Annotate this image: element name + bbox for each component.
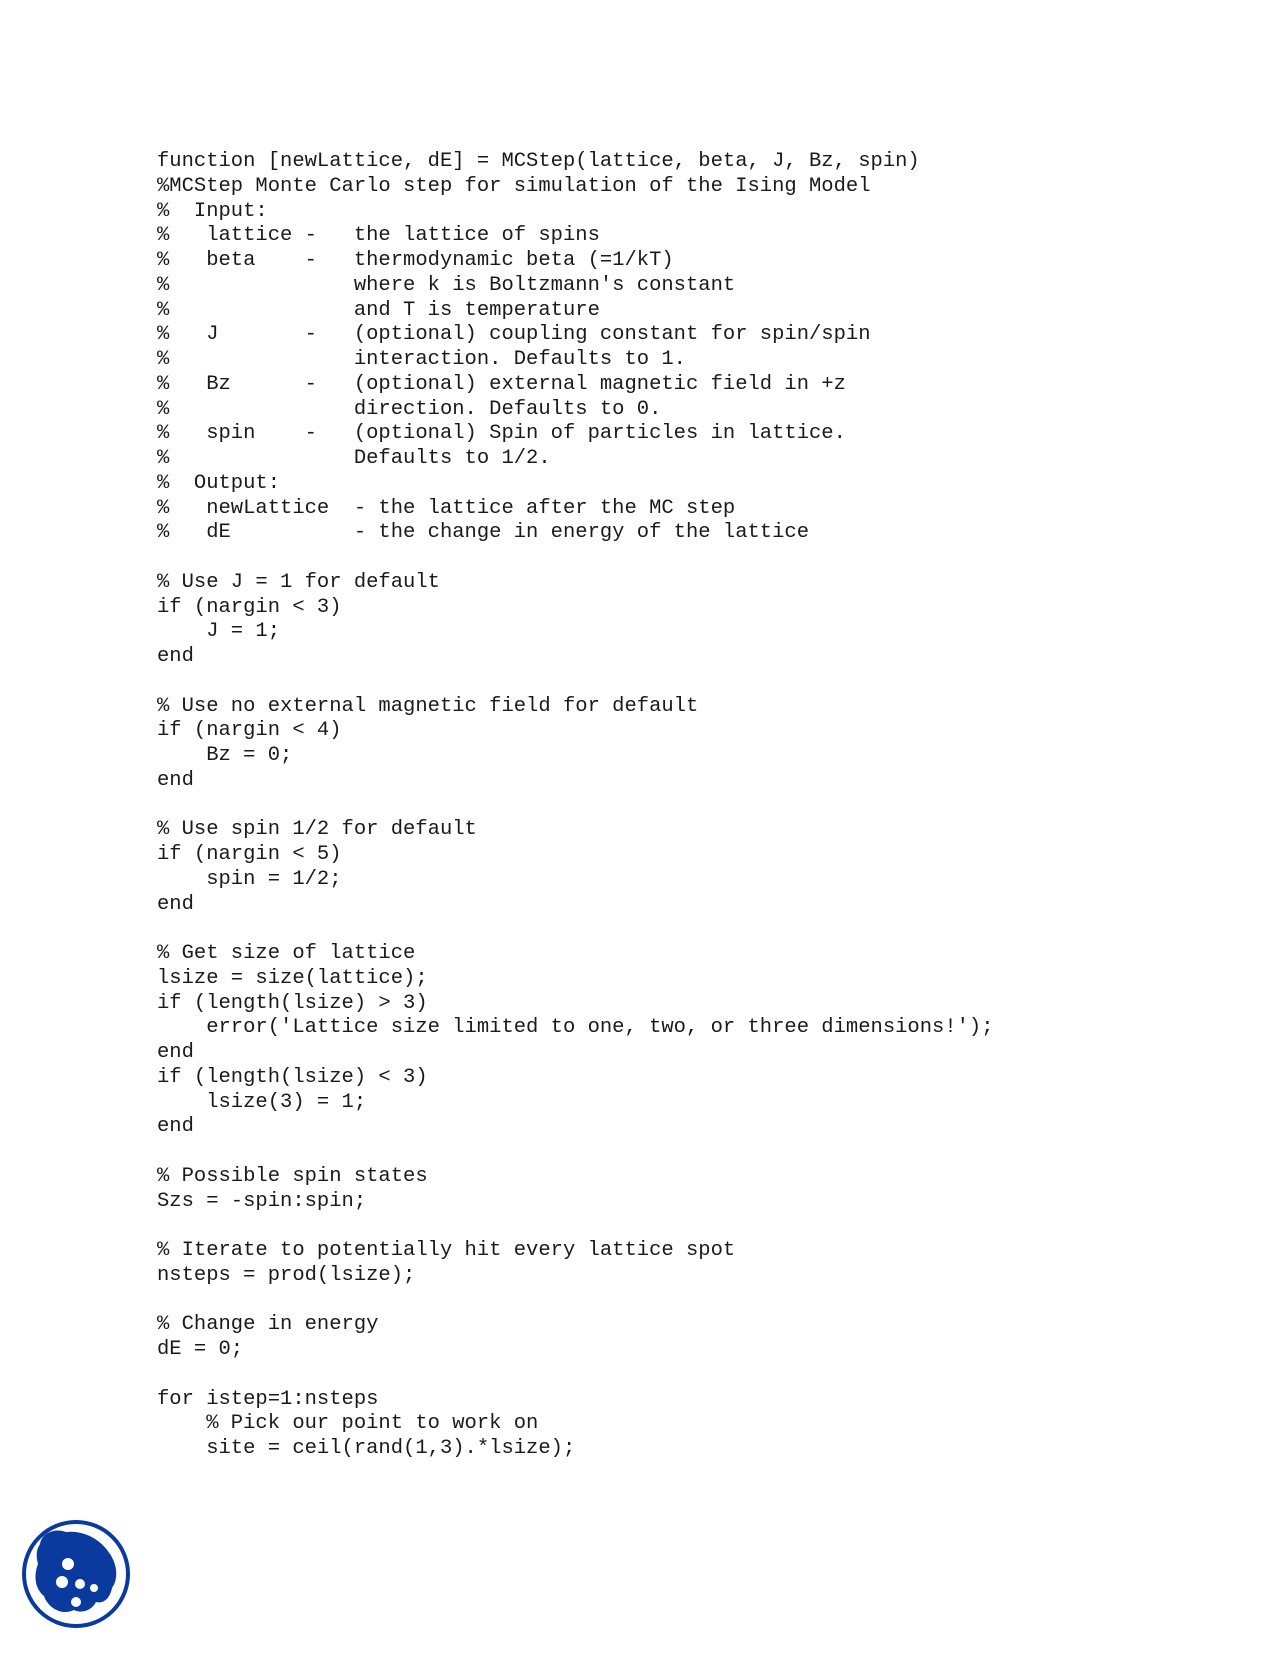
code-line: % Possible spin states [157, 1164, 428, 1188]
code-line: lsize = size(lattice); [157, 966, 428, 990]
code-line: Szs = -spin:spin; [157, 1189, 367, 1213]
code-line: if (nargin < 5) [157, 843, 342, 866]
code-line: if (length(lsize) < 3) [157, 1065, 428, 1089]
code-line: % dE - the change in energy of the lattice [157, 521, 810, 545]
code-line [157, 1289, 994, 1314]
code-line: J = 1; [157, 620, 281, 644]
code-line: end [157, 645, 194, 668]
code-line: % Iterate to potentially hit every lattice spot [157, 1239, 736, 1262]
code-listing [157, 150, 994, 1462]
code-line: error('Lattice size limited to one, two, or three dimensions!'); [157, 1016, 994, 1040]
code-line [157, 794, 994, 819]
code-line [157, 546, 994, 571]
code-line: % direction. Defaults to 0. [157, 397, 662, 421]
code-line: % Use no external magnetic field for default [157, 694, 699, 718]
code-line: % Get size of lattice [157, 942, 416, 965]
code-line: % where k is Boltzmann's constant [157, 273, 736, 297]
code-line: % Bz - (optional) external magnetic field in +z [157, 372, 846, 396]
code-line: % newLattice - the lattice after the MC step [157, 496, 736, 520]
code-line: % spin - (optional) Spin of particles in lattice. [157, 422, 846, 446]
code-line [157, 1363, 994, 1388]
code-line: % beta - thermodynamic beta (=1/kT) [157, 249, 674, 272]
code-line: % Use J = 1 for default [157, 570, 440, 594]
code-line: if (nargin < 4) [157, 719, 342, 743]
code-line: end [157, 1115, 194, 1139]
code-line: spin = 1/2; [157, 867, 342, 891]
code-line [157, 1140, 994, 1165]
code-line: dE = 0; [157, 1338, 244, 1361]
code-line: site = ceil(rand(1,3).*lsize); [157, 1437, 576, 1460]
code-line: % Defaults to 1/2. [157, 447, 551, 470]
code-line: end [157, 768, 194, 792]
code-line [157, 670, 994, 695]
code-line: function [newLattice, dE] = MCStep(lattice, beta, J, Bz, spin) [157, 150, 920, 173]
code-line: end [157, 1041, 194, 1064]
code-line: % Pick our point to work on [157, 1412, 539, 1436]
code-line: end [157, 892, 194, 916]
code-line: % Input: [157, 199, 268, 223]
code-line: if (nargin < 3) [157, 595, 342, 619]
code-line: % and T is temperature [157, 298, 600, 322]
code-line: % Use spin 1/2 for default [157, 818, 477, 842]
code-line: for istep=1:nsteps [157, 1387, 379, 1411]
code-line: % Output: [157, 471, 281, 495]
code-line: % Change in energy [157, 1313, 379, 1337]
code-line [157, 917, 994, 942]
code-line: lsize(3) = 1; [157, 1090, 367, 1114]
code-line: % J - (optional) coupling constant for spin/spin [157, 323, 871, 347]
code-line: Bz = 0; [157, 744, 293, 767]
code-line: if (length(lsize) > 3) [157, 991, 428, 1015]
code-line: % lattice - the lattice of spins [157, 224, 600, 248]
code-line: nsteps = prod(lsize); [157, 1263, 416, 1287]
code-line: % interaction. Defaults to 1. [157, 348, 686, 371]
code-line [157, 1214, 994, 1239]
code-line: %MCStep Monte Carlo step for simulation of the Ising Model [157, 174, 871, 198]
ladybug-logo-icon [20, 1518, 132, 1630]
